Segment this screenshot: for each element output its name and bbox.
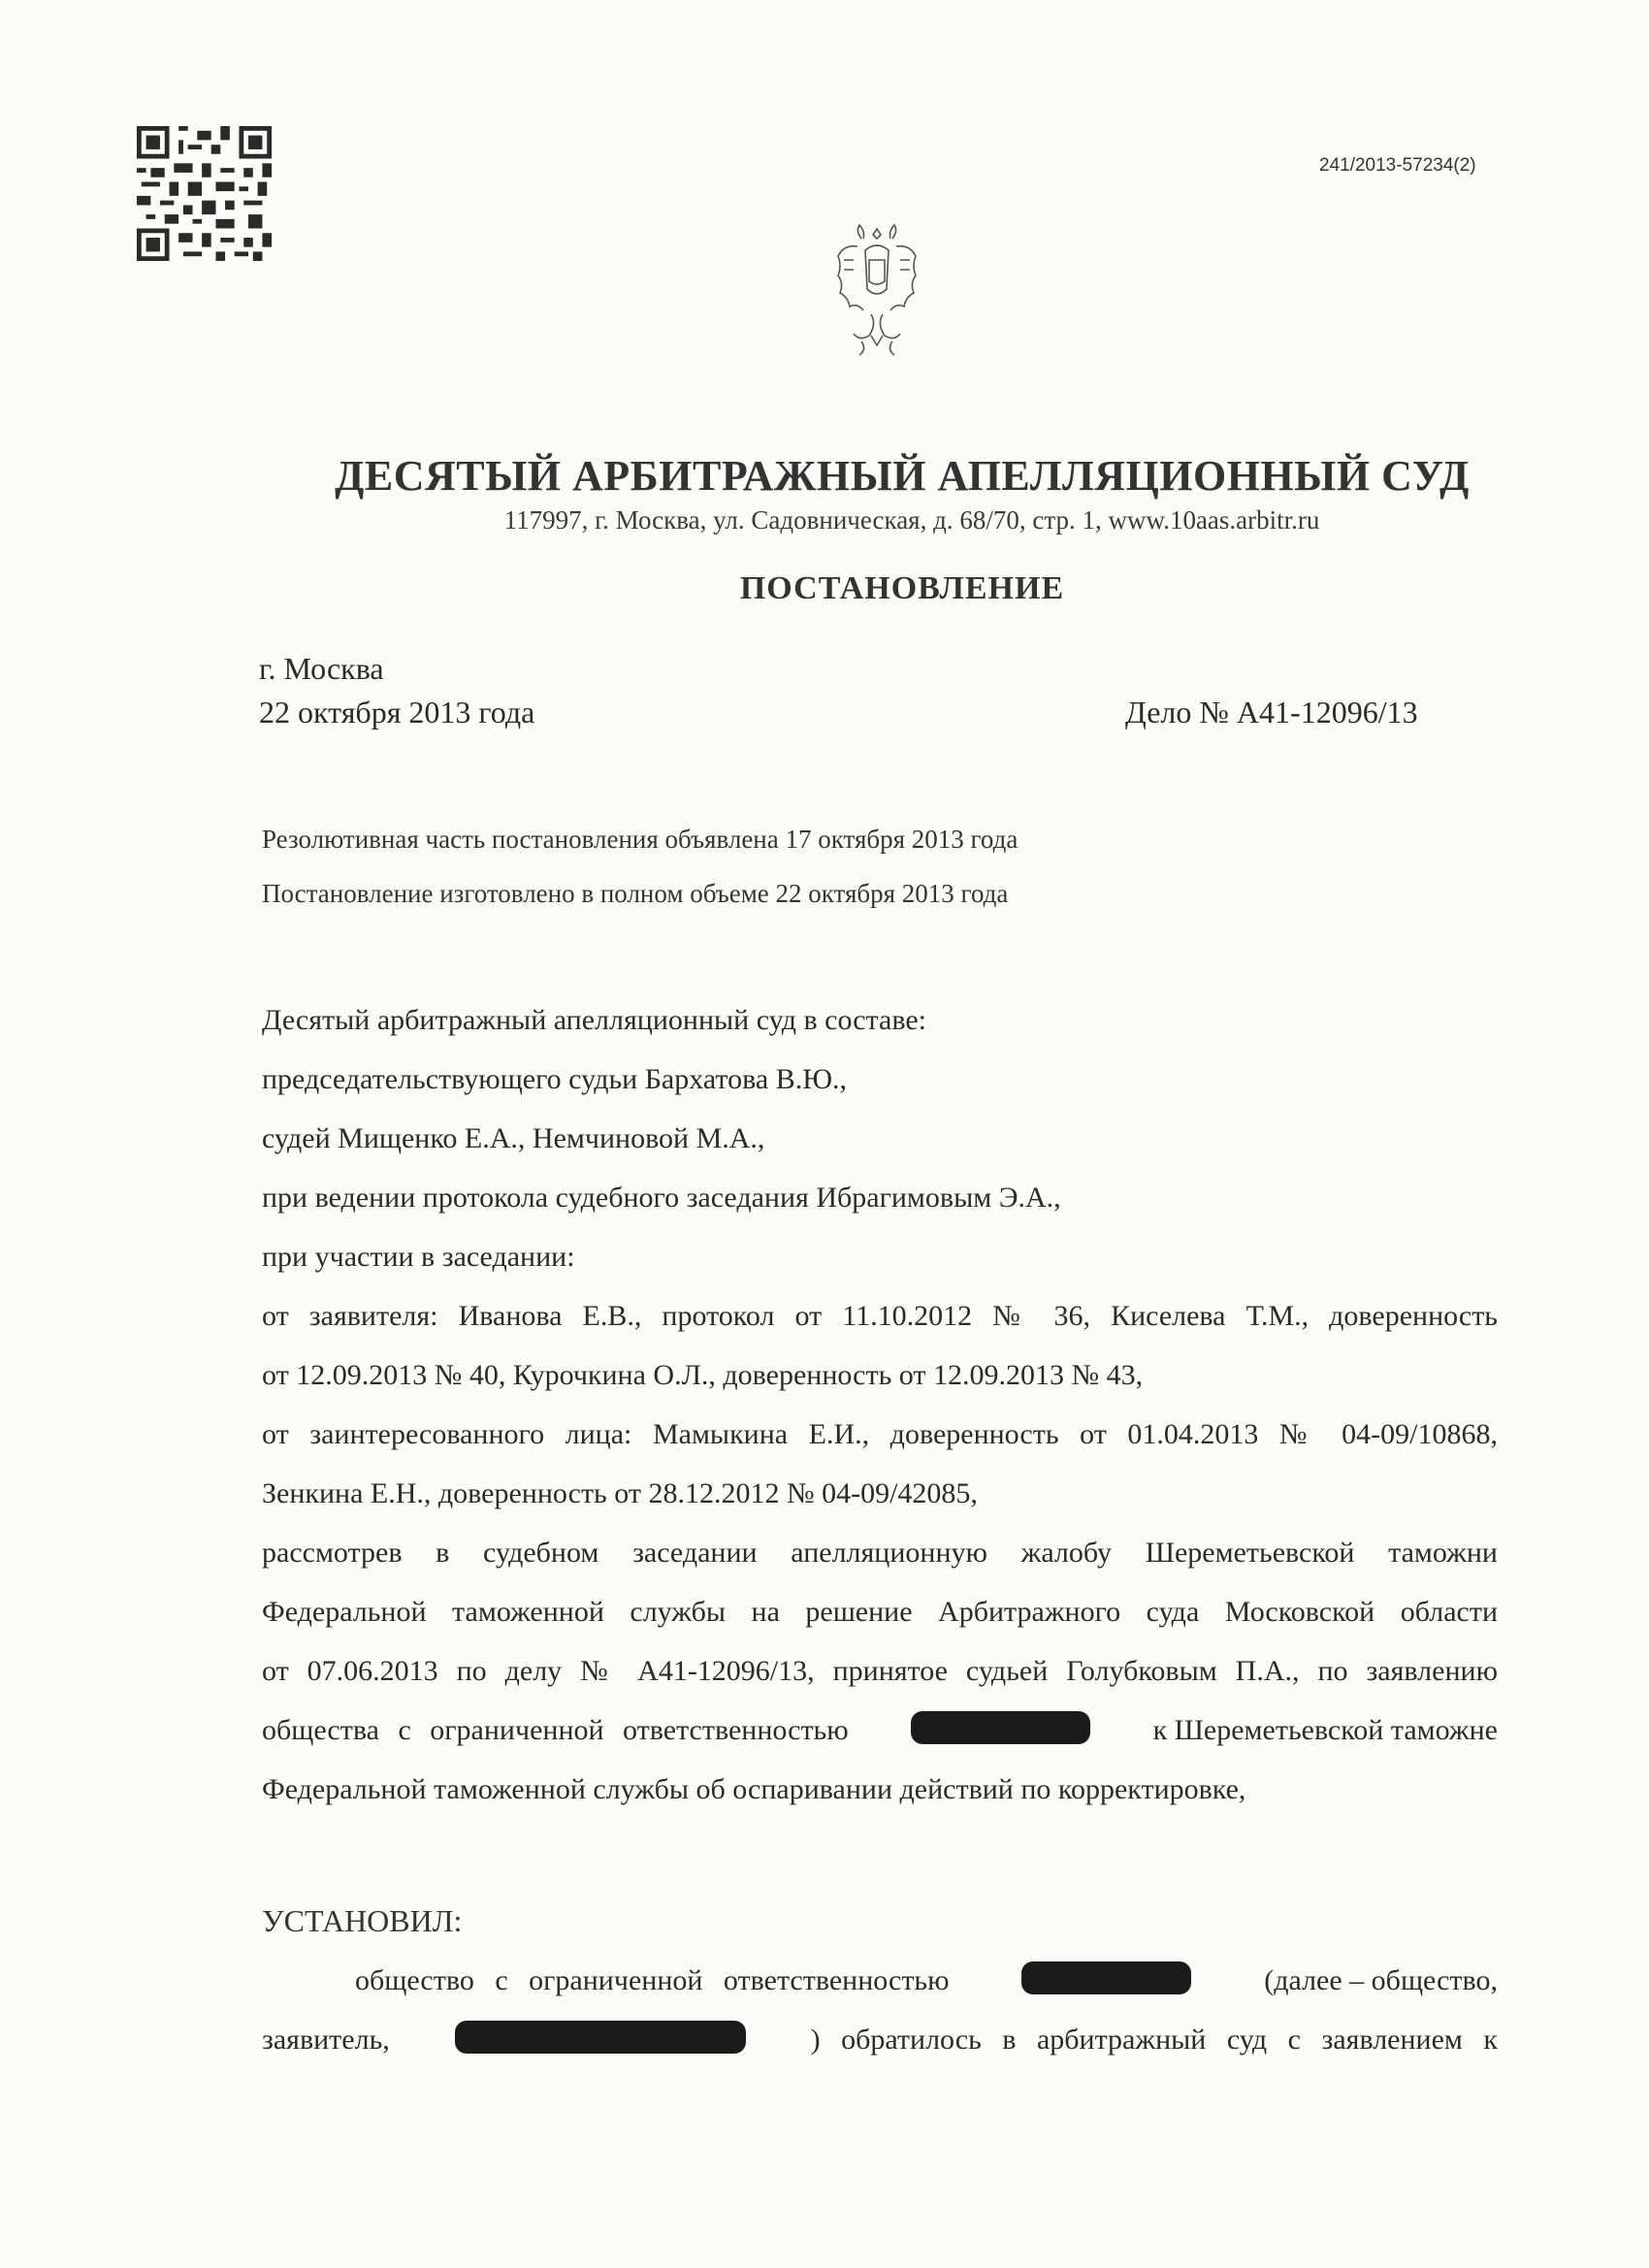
redaction-mark <box>1021 1961 1191 1994</box>
body-line: от заявителя: Иванова Е.В., протокол от 11.10.2012 № 36, Киселева Т.М., доверенность <box>262 1300 1498 1332</box>
qr-code-icon <box>137 126 272 261</box>
section-heading: УСТАНОВИЛ: <box>262 1903 463 1938</box>
body-text: к Шереметьевской таможне <box>1152 1714 1498 1746</box>
body-line: Десятый арбитражный апелляционный суд в составе: <box>262 1004 926 1036</box>
body-text: (далее – общество, <box>1264 1964 1498 1996</box>
body-line: от 12.09.2013 № 40, Курочкина О.Л., доверенность от 12.09.2013 № 43, <box>262 1359 1144 1391</box>
body-line: от 07.06.2013 по делу № А41-12096/13, принятое судьей Голубковым П.А., по заявлению <box>262 1655 1498 1687</box>
redaction-mark <box>911 1711 1090 1744</box>
court-name: ДЕСЯТЫЙ АРБИТРАЖНЫЙ АПЕЛЛЯЦИОННЫЙ СУД <box>335 452 1470 500</box>
russian-coat-of-arms-icon <box>832 221 922 367</box>
document-number: 241/2013-57234(2) <box>1319 155 1476 176</box>
body-text: общество с ограниченной ответственностью <box>355 1964 950 1996</box>
document-title: ПОСТАНОВЛЕНИЕ <box>739 570 1065 606</box>
body-line <box>262 2024 1498 2057</box>
body-line: рассмотрев в судебном заседании апелляционную жалобу Шереметьевской таможни <box>262 1537 1498 1569</box>
body-line: Федеральной таможенной службы об оспаривании действий по корректировке, <box>262 1773 1246 1805</box>
ruling-date: 22 октября 2013 года <box>259 695 535 729</box>
body-line: Федеральной таможенной службы на решение Арбитражного суда Московской области <box>262 1596 1498 1628</box>
body-text: ) обратилось в арбитражный суд с заявлением к <box>810 2024 1498 2056</box>
announcement-date: Резолютивная часть постановления объявлена 17 октября 2013 года <box>262 825 1018 854</box>
case-number: Дело № А41-12096/13 <box>1125 695 1418 729</box>
city: г. Москва <box>259 651 384 686</box>
court-address: 117997, г. Москва, ул. Садовническая, д. 68/70, стр. 1, www.10aas.arbitr.ru <box>503 505 1320 535</box>
body-line: при участии в заседании: <box>262 1241 575 1273</box>
body-line: от заинтересованного лица: Мамыкина Е.И., доверенность от 01.04.2013 № 04-09/10868, <box>262 1418 1498 1450</box>
body-line: при ведении протокола судебного заседания Ибрагимовым Э.А., <box>262 1182 1061 1214</box>
body-line: судей Мищенко Е.А., Немчиновой М.А., <box>262 1122 765 1154</box>
body-line: председательствующего судьи Бархатова В.Ю., <box>262 1063 848 1095</box>
body-text: общества с ограниченной ответственностью <box>262 1714 849 1746</box>
body-text: заявитель, <box>262 2024 390 2056</box>
production-date: Постановление изготовлено в полном объеме 22 октября 2013 года <box>262 879 1009 908</box>
redaction-mark <box>455 2021 746 2054</box>
body-line: Зенкина Е.Н., доверенность от 28.12.2012 № 04-09/42085, <box>262 1477 978 1509</box>
body-line <box>262 1714 1498 1747</box>
body-line <box>355 1964 1498 1997</box>
